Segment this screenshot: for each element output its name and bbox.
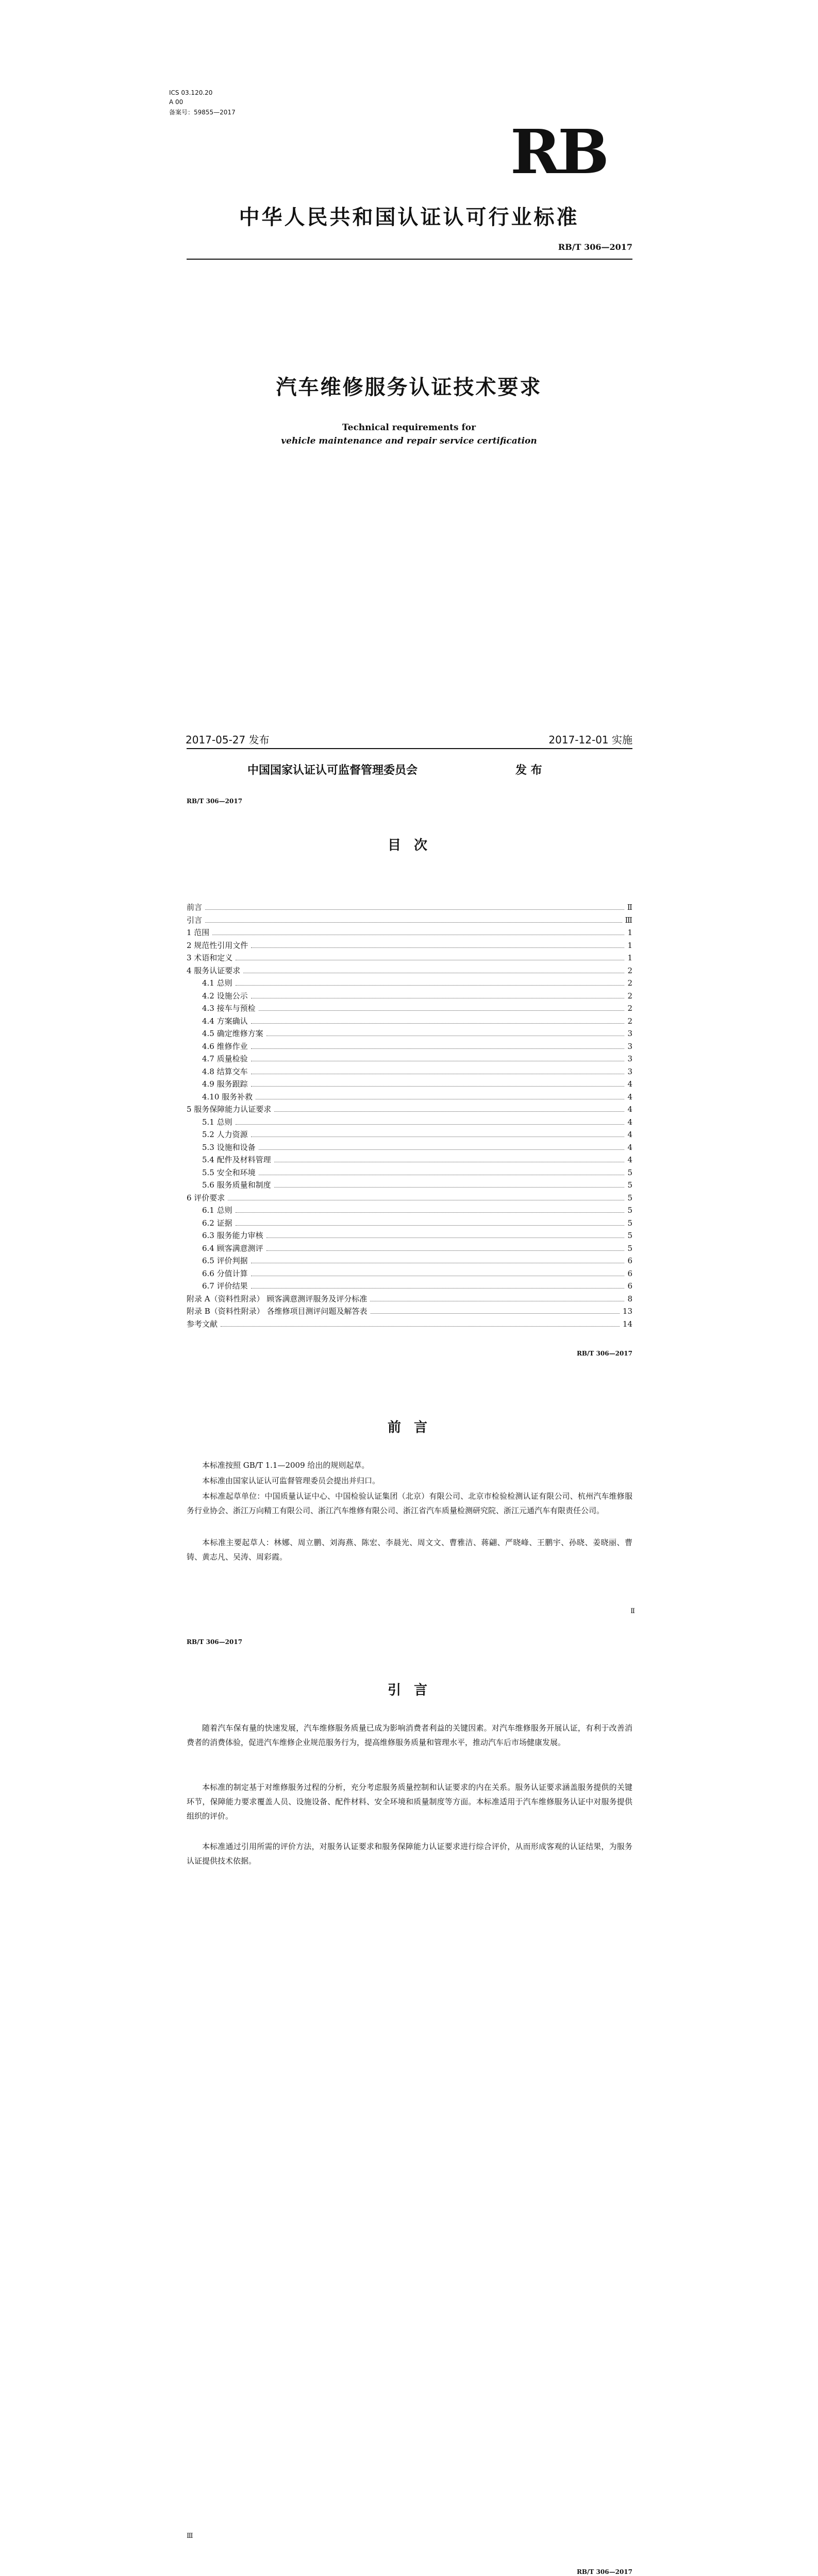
toc-entry[interactable] — [202, 1179, 632, 1190]
toc-entry-label: 4.1 总则 — [202, 978, 232, 988]
toc-entry[interactable] — [187, 940, 632, 951]
toc-entry[interactable] — [202, 1205, 632, 1215]
toc-entry-page: 1 — [627, 940, 632, 950]
toc-entry[interactable] — [187, 965, 632, 976]
toc-entry-label: 4 服务认证要求 — [187, 965, 241, 975]
body-page — [0, 2568, 818, 2576]
toc-entry-page: 4 — [627, 1105, 632, 1114]
toc-leader-dots — [251, 1086, 625, 1087]
toc-entry[interactable] — [202, 1255, 632, 1266]
standard-type-title: 中华人民共和国认证认可行业标准 — [239, 205, 579, 229]
toc-entry[interactable] — [202, 1167, 632, 1178]
intro-title: 引 言 — [387, 1683, 432, 1698]
toc-entry-page: 5 — [627, 1206, 632, 1215]
toc-entry-label: 4.5 确定维修方案 — [202, 1029, 263, 1038]
foreword-para-3: 本标准起草单位：中国质量认证中心、中国检验认证集团（北京）有限公司、北京市检验检测认证有限公司、杭州汽车维修服务行业协会、浙江万向精工有限公司、浙江汽车维修有限公司、浙江省汽车质量检测研究院、浙江元通汽车有限责任公司。 — [187, 1492, 632, 1515]
toc-entry-label: 5 服务保障能力认证要求 — [187, 1105, 272, 1114]
toc-entry[interactable] — [202, 1129, 632, 1140]
toc-entry-page: 5 — [627, 1218, 632, 1228]
toc-page-footer: RB/T 306—2017 — [576, 1350, 632, 1357]
toc-leader-dots — [221, 1326, 620, 1327]
foreword-para-2: 本标准由国家认证认可监督管理委员会提出并归口。 — [202, 1476, 380, 1485]
toc-entry[interactable] — [202, 1217, 632, 1228]
intro-page — [0, 1631, 818, 2558]
toc-leader-dots — [274, 1111, 624, 1112]
toc-entry-label: 4.2 设施公示 — [202, 991, 248, 1001]
toc-entry-page: 6 — [627, 1268, 632, 1278]
toc-entry-page: 4 — [627, 1092, 632, 1101]
toc-leader-dots — [251, 1048, 625, 1049]
toc-entry-label: 6 评价要求 — [187, 1193, 225, 1202]
ccs-code: A 00 — [169, 98, 183, 106]
toc-entry-label: 6.2 证据 — [202, 1218, 232, 1228]
cover-page — [0, 0, 818, 777]
toc-leader-dots — [236, 985, 625, 986]
toc-entry-page: 3 — [627, 1029, 632, 1038]
toc-entry-label: 参考文献 — [187, 1319, 218, 1329]
toc-entry[interactable] — [202, 1028, 632, 1039]
toc-entry[interactable] — [187, 1318, 632, 1329]
foreword-para-4: 本标准主要起草人：林娜、周立鹏、刘海燕、陈宏、李晨光、周文文、曹雅洁、蒋翩、严晓峰、王鹏宇、孙晓、姜晓丽、曹铸、黄志凡、吴涛、周彩霞。 — [187, 1538, 632, 1562]
toc-entry-label: 4.8 结算交车 — [202, 1066, 248, 1076]
toc-entry-label: 6.5 评价判据 — [202, 1256, 248, 1265]
toc-entry-page: 4 — [627, 1142, 632, 1152]
toc-entry-label: 4.6 维修作业 — [202, 1041, 248, 1051]
toc-entry[interactable] — [187, 1104, 632, 1114]
toc-entry-page: 6 — [627, 1281, 632, 1291]
toc-entry-page: 4 — [627, 1117, 632, 1127]
toc-entry-label: 4.9 服务跟踪 — [202, 1079, 248, 1089]
toc-entry-label: 4.3 接车与预检 — [202, 1004, 256, 1013]
toc-entry-page: 5 — [627, 1231, 632, 1240]
toc-leader-dots — [251, 1288, 625, 1289]
toc-entry-label: 5.2 人力资源 — [202, 1130, 248, 1139]
toc-entry-label: 6.7 评价结果 — [202, 1281, 248, 1291]
toc-entry-page: Ⅲ — [625, 915, 632, 925]
toc-entry[interactable] — [202, 1230, 632, 1241]
toc-entry[interactable] — [202, 1091, 632, 1102]
toc-leader-dots — [236, 1225, 625, 1226]
foreword-para-1: 本标准按照 GB/T 1.1—2009 给出的规则起草。 — [202, 1461, 370, 1470]
toc-leader-dots — [371, 1313, 620, 1314]
toc-entry-page: 2 — [627, 1004, 632, 1013]
toc-entry-page: 4 — [627, 1155, 632, 1164]
cover-top-rule — [187, 259, 632, 260]
toc-entry[interactable] — [187, 1306, 632, 1316]
toc-entry-page: 2 — [627, 1016, 632, 1026]
toc-entry-label: 1 范围 — [187, 928, 210, 937]
toc-entry[interactable] — [202, 977, 632, 988]
toc-page — [0, 793, 818, 1680]
toc-entry-page: Ⅱ — [627, 903, 632, 912]
toc-entry-label: 2 规范性引用文件 — [187, 940, 248, 950]
intro-para-3: 本标准通过引用所需的评价方法，对服务认证要求和服务保障能力认证要求进行综合评价，从而形成客观的认证结果，为服务认证提供技术依据。 — [187, 1842, 632, 1866]
intro-page-number: Ⅲ — [187, 2532, 193, 2540]
toc-entry-label: 5.5 安全和环境 — [202, 1167, 256, 1177]
toc-entry[interactable] — [202, 1015, 632, 1026]
implementation-date: 2017-12-01 实施 — [548, 734, 632, 746]
toc-title: 目 次 — [387, 838, 432, 853]
english-title-line2: vehicle maintenance and repair service certification — [281, 436, 537, 446]
intro-para-1: 随着汽车保有量的快速发展，汽车维修服务质量已成为影响消费者利益的关键因素。对汽车维修服务开展认证，有利于改善消费者的消费体验，促进汽车维修企业规范服务行为，提高维修服务质量和管理水平，推动汽车后市场健康发展。 — [187, 1723, 632, 1747]
toc-entry[interactable] — [202, 1142, 632, 1153]
document-title: 汽车维修服务认证技术要求 — [276, 375, 542, 399]
toc-entry[interactable] — [202, 1154, 632, 1165]
toc-entry-page: 5 — [627, 1180, 632, 1190]
issue-date: 2017-05-27 发布 — [186, 734, 270, 746]
ics-code: ICS 03.120.20 — [169, 89, 213, 96]
toc-entry[interactable] — [202, 1066, 632, 1077]
toc-entry-label: 6.1 总则 — [202, 1206, 232, 1215]
toc-entry-label: 5.6 服务质量和制度 — [202, 1180, 271, 1190]
toc-entry[interactable] — [187, 927, 632, 938]
toc-entry-page: 6 — [627, 1256, 632, 1265]
body-page-header: RB/T 306—2017 — [576, 2568, 632, 2575]
toc-entry[interactable] — [187, 1192, 632, 1203]
toc-leader-dots — [251, 947, 624, 948]
toc-entry-label: 附录 B（资料性附录） 各维修项目测评问题及解答表 — [187, 1307, 368, 1316]
toc-entry-label: 6.4 顾客满意测评 — [202, 1243, 263, 1253]
toc-entry-page: 1 — [627, 953, 632, 962]
toc-entry[interactable] — [202, 1243, 632, 1253]
standard-code: RB/T 306—2017 — [558, 242, 632, 252]
toc-entry[interactable] — [187, 1293, 632, 1304]
english-title-line1: Technical requirements for — [342, 422, 476, 433]
cover-bottom-rule — [187, 748, 632, 749]
issuer-name: 中国国家认证认可监督管理委员会 — [247, 764, 418, 777]
toc-entry-page: 3 — [627, 1054, 632, 1063]
toc-entry-page: 2 — [627, 978, 632, 988]
toc-entry-label: 6.3 服务能力审核 — [202, 1231, 263, 1240]
toc-entry-page: 5 — [627, 1167, 632, 1177]
toc-entry-page: 14 — [622, 1319, 632, 1329]
toc-entry-page: 4 — [627, 1130, 632, 1139]
toc-entry-label: 4.4 方案确认 — [202, 1016, 248, 1026]
toc-entry-label: 4.10 服务补救 — [202, 1092, 253, 1101]
toc-entry[interactable] — [202, 1078, 632, 1089]
foreword-title: 前 言 — [387, 1420, 432, 1435]
toc-entry-page: 4 — [627, 1079, 632, 1089]
toc-entry[interactable] — [202, 1053, 632, 1064]
toc-entry-page: 1 — [627, 928, 632, 937]
toc-leader-dots — [274, 1187, 625, 1188]
toc-entry-label: 引言 — [187, 915, 203, 925]
foreword-page-number: Ⅱ — [630, 1607, 635, 1615]
toc-entry[interactable] — [202, 1280, 632, 1291]
toc-entry[interactable] — [187, 902, 632, 912]
toc-entry-page: 8 — [627, 1294, 632, 1303]
toc-leader-dots — [259, 1010, 625, 1011]
toc-entry-page: 5 — [627, 1193, 632, 1202]
record-number: 备案号：59855—2017 — [169, 109, 236, 116]
toc-entry-label: 附录 A（资料性附录） 顾客满意测评服务及评分标准 — [187, 1294, 368, 1303]
toc-entry[interactable] — [202, 1116, 632, 1127]
toc-entry-page: 5 — [627, 1243, 632, 1253]
intro-page-header: RB/T 306—2017 — [187, 1638, 243, 1646]
toc-entry[interactable] — [202, 1003, 632, 1013]
toc-leader-dots — [205, 909, 624, 910]
toc-entry-page: 3 — [627, 1041, 632, 1051]
toc-entry-page: 2 — [627, 965, 632, 975]
intro-para-2: 本标准的制定基于对维修服务过程的分析，充分考虑服务质量控制和认证要求的内在关系。服务认证要求涵盖服务提供的关键环节，保障能力要求覆盖人员、设施设备、配件材料、安全环境和质量制度等方面。本标准适用于汽车维修服务认证中对服务提供组织的评价。 — [187, 1783, 632, 1821]
toc-leader-dots — [251, 1023, 625, 1024]
toc-entry-label: 前言 — [187, 903, 203, 912]
toc-entry[interactable] — [187, 914, 632, 925]
toc-leader-dots — [259, 1149, 625, 1150]
toc-leader-dots — [236, 1124, 625, 1125]
rb-logo: RB — [510, 116, 606, 188]
toc-entry-label: 4.7 质量检验 — [202, 1054, 248, 1063]
toc-entry[interactable] — [202, 990, 632, 1001]
toc-leader-dots — [266, 1250, 625, 1251]
toc-entry-label: 5.1 总则 — [202, 1117, 232, 1127]
toc-entry[interactable] — [202, 1268, 632, 1279]
toc-entry-page: 13 — [622, 1307, 632, 1316]
toc-entry[interactable] — [202, 1041, 632, 1052]
toc-entry-label: 5.3 设施和设备 — [202, 1142, 256, 1152]
toc-entry[interactable] — [187, 952, 632, 963]
toc-entry-label: 5.4 配件及材料管理 — [202, 1155, 271, 1164]
issuer-suffix: 发 布 — [515, 764, 542, 777]
toc-entry-page: 2 — [627, 991, 632, 1001]
toc-entry-label: 6.6 分值计算 — [202, 1268, 248, 1278]
toc-page-header: RB/T 306—2017 — [187, 798, 243, 805]
toc-leader-dots — [236, 1212, 625, 1213]
toc-leader-dots — [205, 922, 622, 923]
toc-entry-label: 3 术语和定义 — [187, 953, 233, 962]
toc-entry-page: 3 — [627, 1066, 632, 1076]
